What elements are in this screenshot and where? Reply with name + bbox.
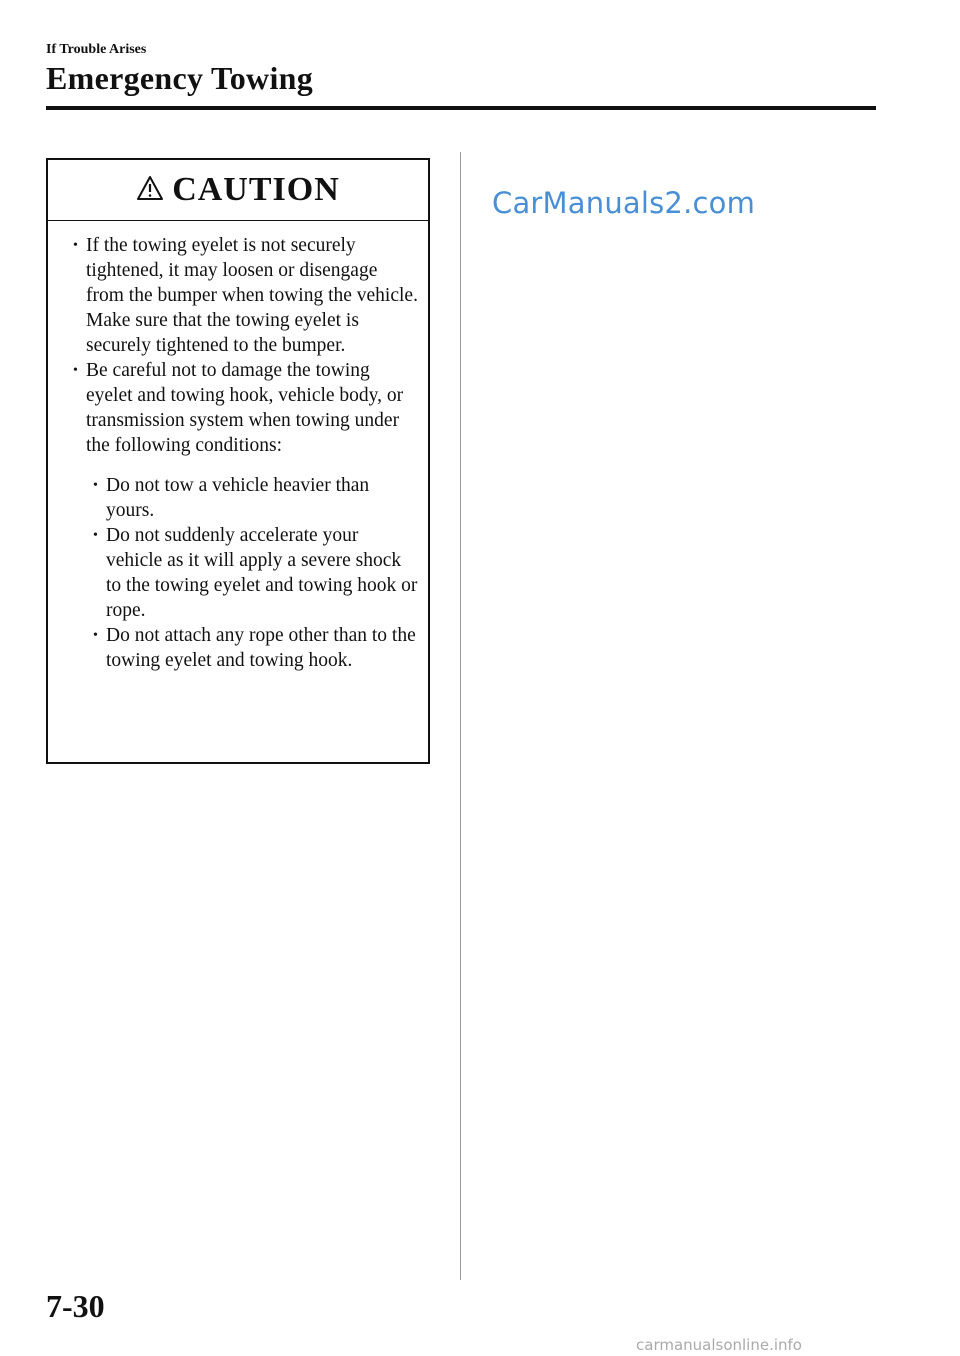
caution-sub-bullet: • Do not attach any rope other than to the towing eyelet and towing hook.	[78, 623, 418, 673]
caution-sub-bullet: • Do not suddenly accelerate your vehicle as it will apply a severe shock to the towing eyelet and towing hook or rope.	[78, 523, 418, 623]
warning-triangle-icon	[136, 175, 164, 206]
caution-title: CAUTION	[172, 171, 340, 208]
caution-bullet: • Be careful not to damage the towing eyelet and towing hook, vehicle body, or transmission system when towing under the following conditions:	[58, 358, 418, 458]
watermark: CarManuals2.com	[492, 186, 756, 220]
caution-bullet: • If the towing eyelet is not securely tightened, it may loosen or disengage from the bumper when towing the vehicle. Make sure that the towing eyelet is securely tightened to the bumper.	[58, 233, 418, 358]
footer-watermark: carmanualsonline.info	[636, 1336, 802, 1354]
caution-body	[48, 221, 428, 673]
caution-sub-list	[58, 473, 418, 673]
title-rule	[46, 106, 876, 110]
caution-sub-bullet: • Do not tow a vehicle heavier than yours.	[78, 473, 418, 523]
caution-header	[48, 160, 428, 221]
column-divider	[460, 152, 461, 1280]
caution-box	[46, 158, 430, 764]
page-title: Emergency Towing	[46, 60, 314, 96]
page-number: 7-30	[46, 1288, 105, 1324]
section-label: If Trouble Arises	[46, 42, 147, 57]
